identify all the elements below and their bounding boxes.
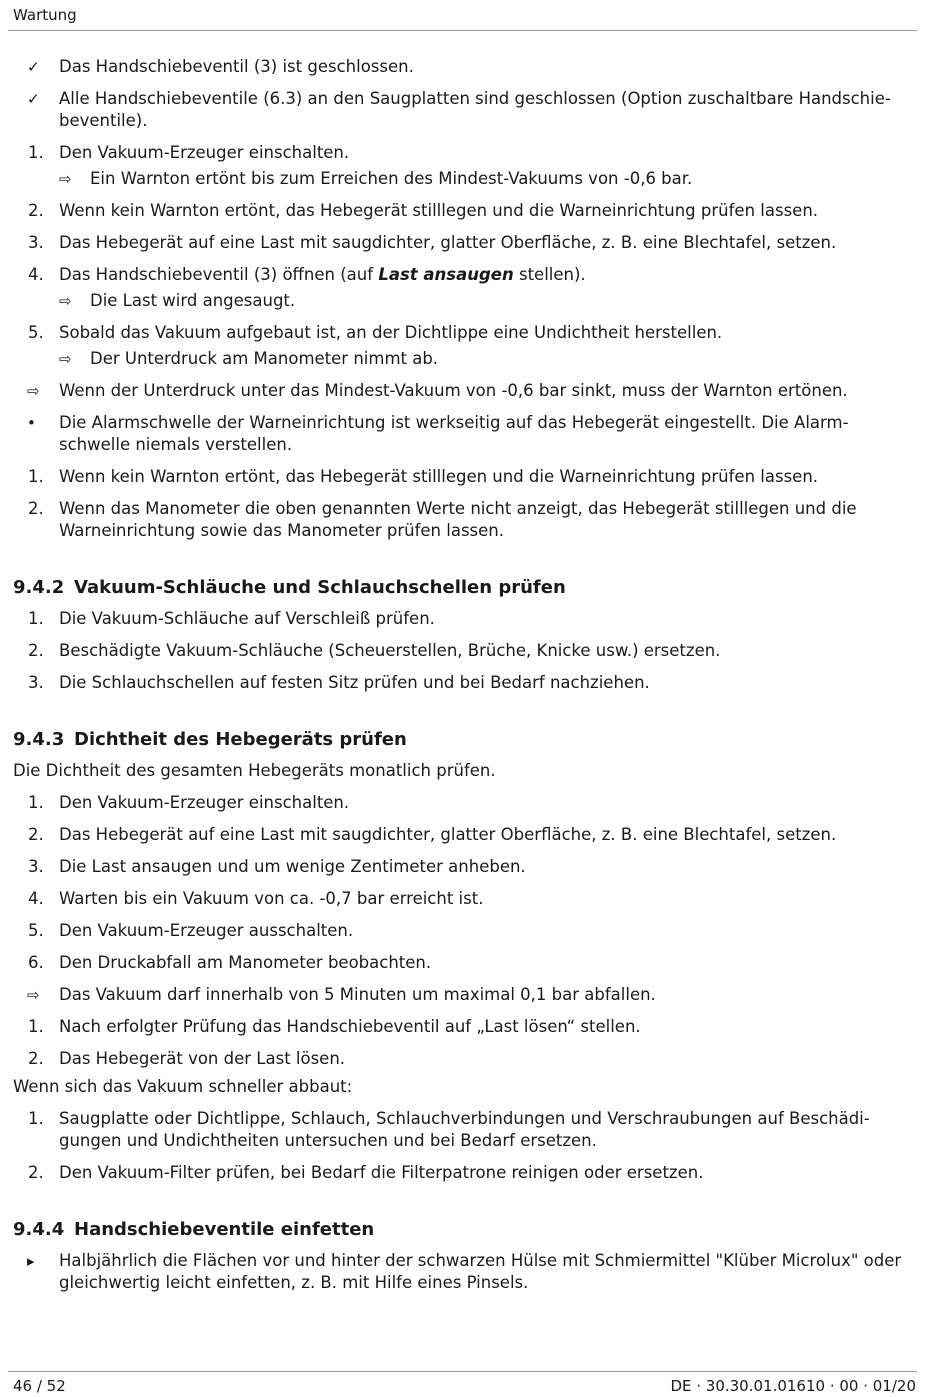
page-content xyxy=(13,56,903,1304)
footer-divider xyxy=(8,1371,917,1372)
section-heading: 9.4.4 Handschiebeventile einfetten xyxy=(13,1219,375,1240)
list-item: 1. Die Vakuum-Schläuche auf Verschleiß prüfen. xyxy=(28,609,435,628)
section-heading: 9.4.2 Vakuum-Schläuche und Schlauchschellen prüfen xyxy=(13,577,566,598)
list-item: ✓ Das Handschiebeventil (3) ist geschlossen. xyxy=(27,57,414,76)
list-item: 1. Nach erfolgter Prüfung das Handschiebeventil auf „Last lösen“ stellen. xyxy=(28,1017,641,1036)
document-reference: DE · 30.30.01.01610 · 00 · 01/20 xyxy=(670,1377,916,1395)
section-heading: 9.4.3 Dichtheit des Hebegeräts prüfen xyxy=(13,729,407,750)
emphasis-text: Last ansaugen xyxy=(378,265,514,284)
list-item: 2. Den Vakuum-Filter prüfen, bei Bedarf die Filterpatrone reinigen oder ersetzen. xyxy=(28,1163,704,1182)
header-divider xyxy=(8,30,917,31)
result-arrow-icon: ⇨ xyxy=(27,986,40,1004)
list-item: 1. Den Vakuum-Erzeuger einschalten. xyxy=(28,143,350,162)
result-item: ⇨ Die Last wird angesaugt. xyxy=(59,291,296,310)
list-item: ▸ Halbjährlich die Flächen vor und hinter der schwarzen Hülse mit Schmiermittel "Klüber Microlux" oder gleichwertig leicht einfetten, z. B. mit Hilfe eines Pinsels. xyxy=(27,1251,902,1292)
running-header: Wartung xyxy=(13,6,77,24)
list-item: • Die Alarmschwelle der Warneinrichtung ist werkseitig auf das Hebegerät eingestellt. Die Alarm-schwelle niemals verstellen. xyxy=(27,413,849,454)
list-item: 1. Wenn kein Warnton ertönt, das Hebegerät stilllegen und die Warneinrichtung prüfen lassen. xyxy=(28,467,819,486)
list-item: 4. Das Handschiebeventil (3) öffnen (auf Last ansaugen stellen). xyxy=(28,265,586,284)
triangle-bullet-icon: ▸ xyxy=(27,1252,35,1270)
list-item: 2. Wenn kein Warnton ertönt, das Hebegerät stilllegen und die Warneinrichtung prüfen lassen. xyxy=(28,201,819,220)
bullet-icon: • xyxy=(27,414,36,432)
list-item: ⇨ Das Vakuum darf innerhalb von 5 Minuten um maximal 0,1 bar abfallen. xyxy=(27,985,656,1004)
result-arrow-icon: ⇨ xyxy=(59,170,72,188)
result-item: ⇨ Ein Warnton ertönt bis zum Erreichen des Mindest-Vakuums von -0,6 bar. xyxy=(59,169,693,188)
paragraph: Wenn sich das Vakuum schneller abbaut: xyxy=(13,1077,353,1096)
check-icon: ✓ xyxy=(27,58,40,76)
list-item: 2. Wenn das Manometer die oben genannten Werte nicht anzeigt, das Hebegerät stilllegen und die Warneinrichtung sowie das Manometer prüfen lassen. xyxy=(28,499,857,540)
result-arrow-icon: ⇨ xyxy=(59,292,72,310)
paragraph: Die Dichtheit des gesamten Hebegeräts monatlich prüfen. xyxy=(13,761,496,780)
list-item: 5. Den Vakuum-Erzeuger ausschalten. xyxy=(28,921,354,940)
check-icon: ✓ xyxy=(27,90,40,108)
result-arrow-icon: ⇨ xyxy=(27,382,40,400)
list-item: 1. Saugplatte oder Dichtlippe, Schlauch, Schlauchverbindungen und Verschraubungen auf Beschädi-gungen und Undichtheiten untersuchen und bei Bedarf ersetzen. xyxy=(28,1109,870,1150)
list-item: ✓ Alle Handschiebeventile (6.3) an den Saugplatten sind geschlossen (Option zuschaltbare Handschie-beventile). xyxy=(27,89,891,130)
list-item: 4. Warten bis ein Vakuum von ca. -0,7 bar erreicht ist. xyxy=(28,889,484,908)
page-number: 46 / 52 xyxy=(13,1377,66,1395)
list-item: ⇨ Wenn der Unterdruck unter das Mindest-Vakuum von -0,6 bar sinkt, muss der Warnton ertönen. xyxy=(27,381,848,400)
list-item: 3. Die Last ansaugen und um wenige Zentimeter anheben. xyxy=(28,857,526,876)
list-item: 2. Das Hebegerät von der Last lösen. xyxy=(28,1049,346,1068)
list-item: 3. Die Schlauchschellen auf festen Sitz prüfen und bei Bedarf nachziehen. xyxy=(28,673,650,692)
list-item: 1. Den Vakuum-Erzeuger einschalten. xyxy=(28,793,350,812)
result-item: ⇨ Der Unterdruck am Manometer nimmt ab. xyxy=(59,349,439,368)
list-item: 2. Beschädigte Vakuum-Schläuche (Scheuerstellen, Brüche, Knicke usw.) ersetzen. xyxy=(28,641,721,660)
list-item: 5. Sobald das Vakuum aufgebaut ist, an der Dichtlippe eine Undichtheit herstellen. xyxy=(28,323,723,342)
list-item: 3. Das Hebegerät auf eine Last mit saugdichter, glatter Oberfläche, z. B. eine Blechtafel, setzen. xyxy=(28,233,837,252)
list-item: 2. Das Hebegerät auf eine Last mit saugdichter, glatter Oberfläche, z. B. eine Blechtafel, setzen. xyxy=(28,825,837,844)
result-arrow-icon: ⇨ xyxy=(59,350,72,368)
list-item: 6. Den Druckabfall am Manometer beobachten. xyxy=(28,953,432,972)
